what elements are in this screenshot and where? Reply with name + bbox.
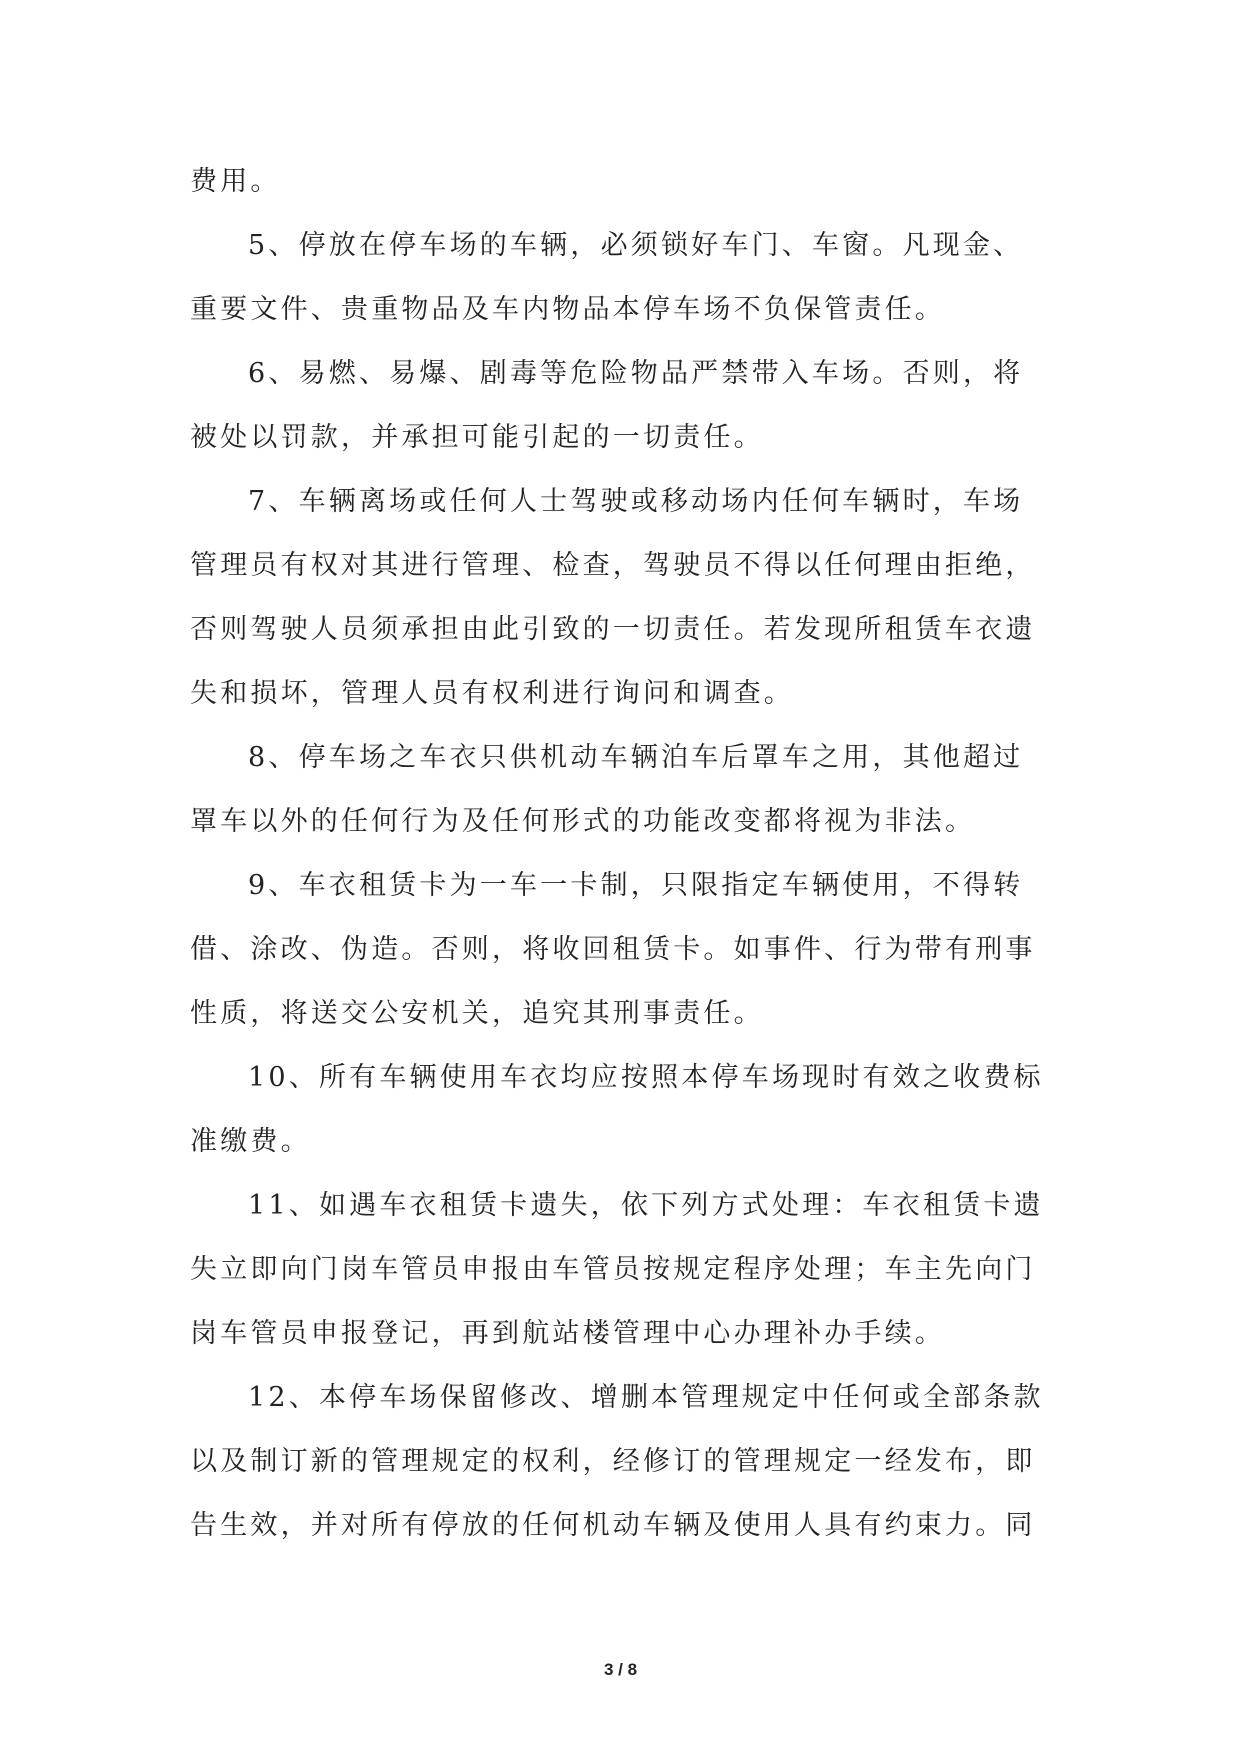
body-text xyxy=(190,150,1050,1558)
text-line: 失和损坏，管理人员有权利进行询问和调查。 xyxy=(190,678,794,709)
text-line: 管理员有权对其进行管理、检查，驾驶员不得以任何理由拒绝， xyxy=(190,550,1036,581)
text-line: 8、停车场之车衣只供机动车辆泊车后罩车之用，其他超过 xyxy=(248,742,1024,773)
text-line: 费用。 xyxy=(190,166,281,197)
text-line: 被处以罚款，并承担可能引起的一切责任。 xyxy=(190,422,764,453)
text-line: 9、车衣租赁卡为一车一卡制，只限指定车辆使用，不得转 xyxy=(248,870,1024,901)
text-line: 10、所有车辆使用车衣均应按照本停车场现时有效之收费标 xyxy=(248,1062,1044,1093)
text-line: 准缴费。 xyxy=(190,1126,311,1157)
text-line: 5、停放在停车场的车辆，必须锁好车门、车窗。凡现金、 xyxy=(248,230,1024,261)
text-line: 岗车管员申报登记，再到航站楼管理中心办理补办手续。 xyxy=(190,1318,945,1349)
text-line: 失立即向门岗车管员申报由车管员按规定程序处理；车主先向门 xyxy=(190,1254,1036,1285)
text-line: 7、车辆离场或任何人士驾驶或移动场内任何车辆时，车场 xyxy=(248,486,1024,517)
text-line: 否则驾驶人员须承担由此引致的一切责任。若发现所租赁车衣遗 xyxy=(190,614,1036,645)
text-line: 告生效，并对所有停放的任何机动车辆及使用人具有约束力。同 xyxy=(190,1510,1036,1541)
text-line: 12、本停车场保留修改、增删本管理规定中任何或全部条款 xyxy=(248,1382,1044,1413)
text-line: 借、涂改、伪造。否则，将收回租赁卡。如事件、行为带有刑事 xyxy=(190,934,1036,965)
text-line: 11、如遇车衣租赁卡遗失，依下列方式处理：车衣租赁卡遗 xyxy=(248,1190,1044,1221)
text-line: 以及制订新的管理规定的权利，经修订的管理规定一经发布，即 xyxy=(190,1446,1036,1477)
text-line: 性质，将送交公安机关，追究其刑事责任。 xyxy=(190,998,764,1029)
text-line: 重要文件、贵重物品及车内物品本停车场不负保管责任。 xyxy=(190,294,945,325)
text-line: 罩车以外的任何行为及任何形式的功能改变都将视为非法。 xyxy=(190,806,976,837)
text-line: 6、易燃、易爆、剧毒等危险物品严禁带入车场。否则，将 xyxy=(248,358,1024,389)
page-number: 3 / 8 xyxy=(603,1660,638,1679)
